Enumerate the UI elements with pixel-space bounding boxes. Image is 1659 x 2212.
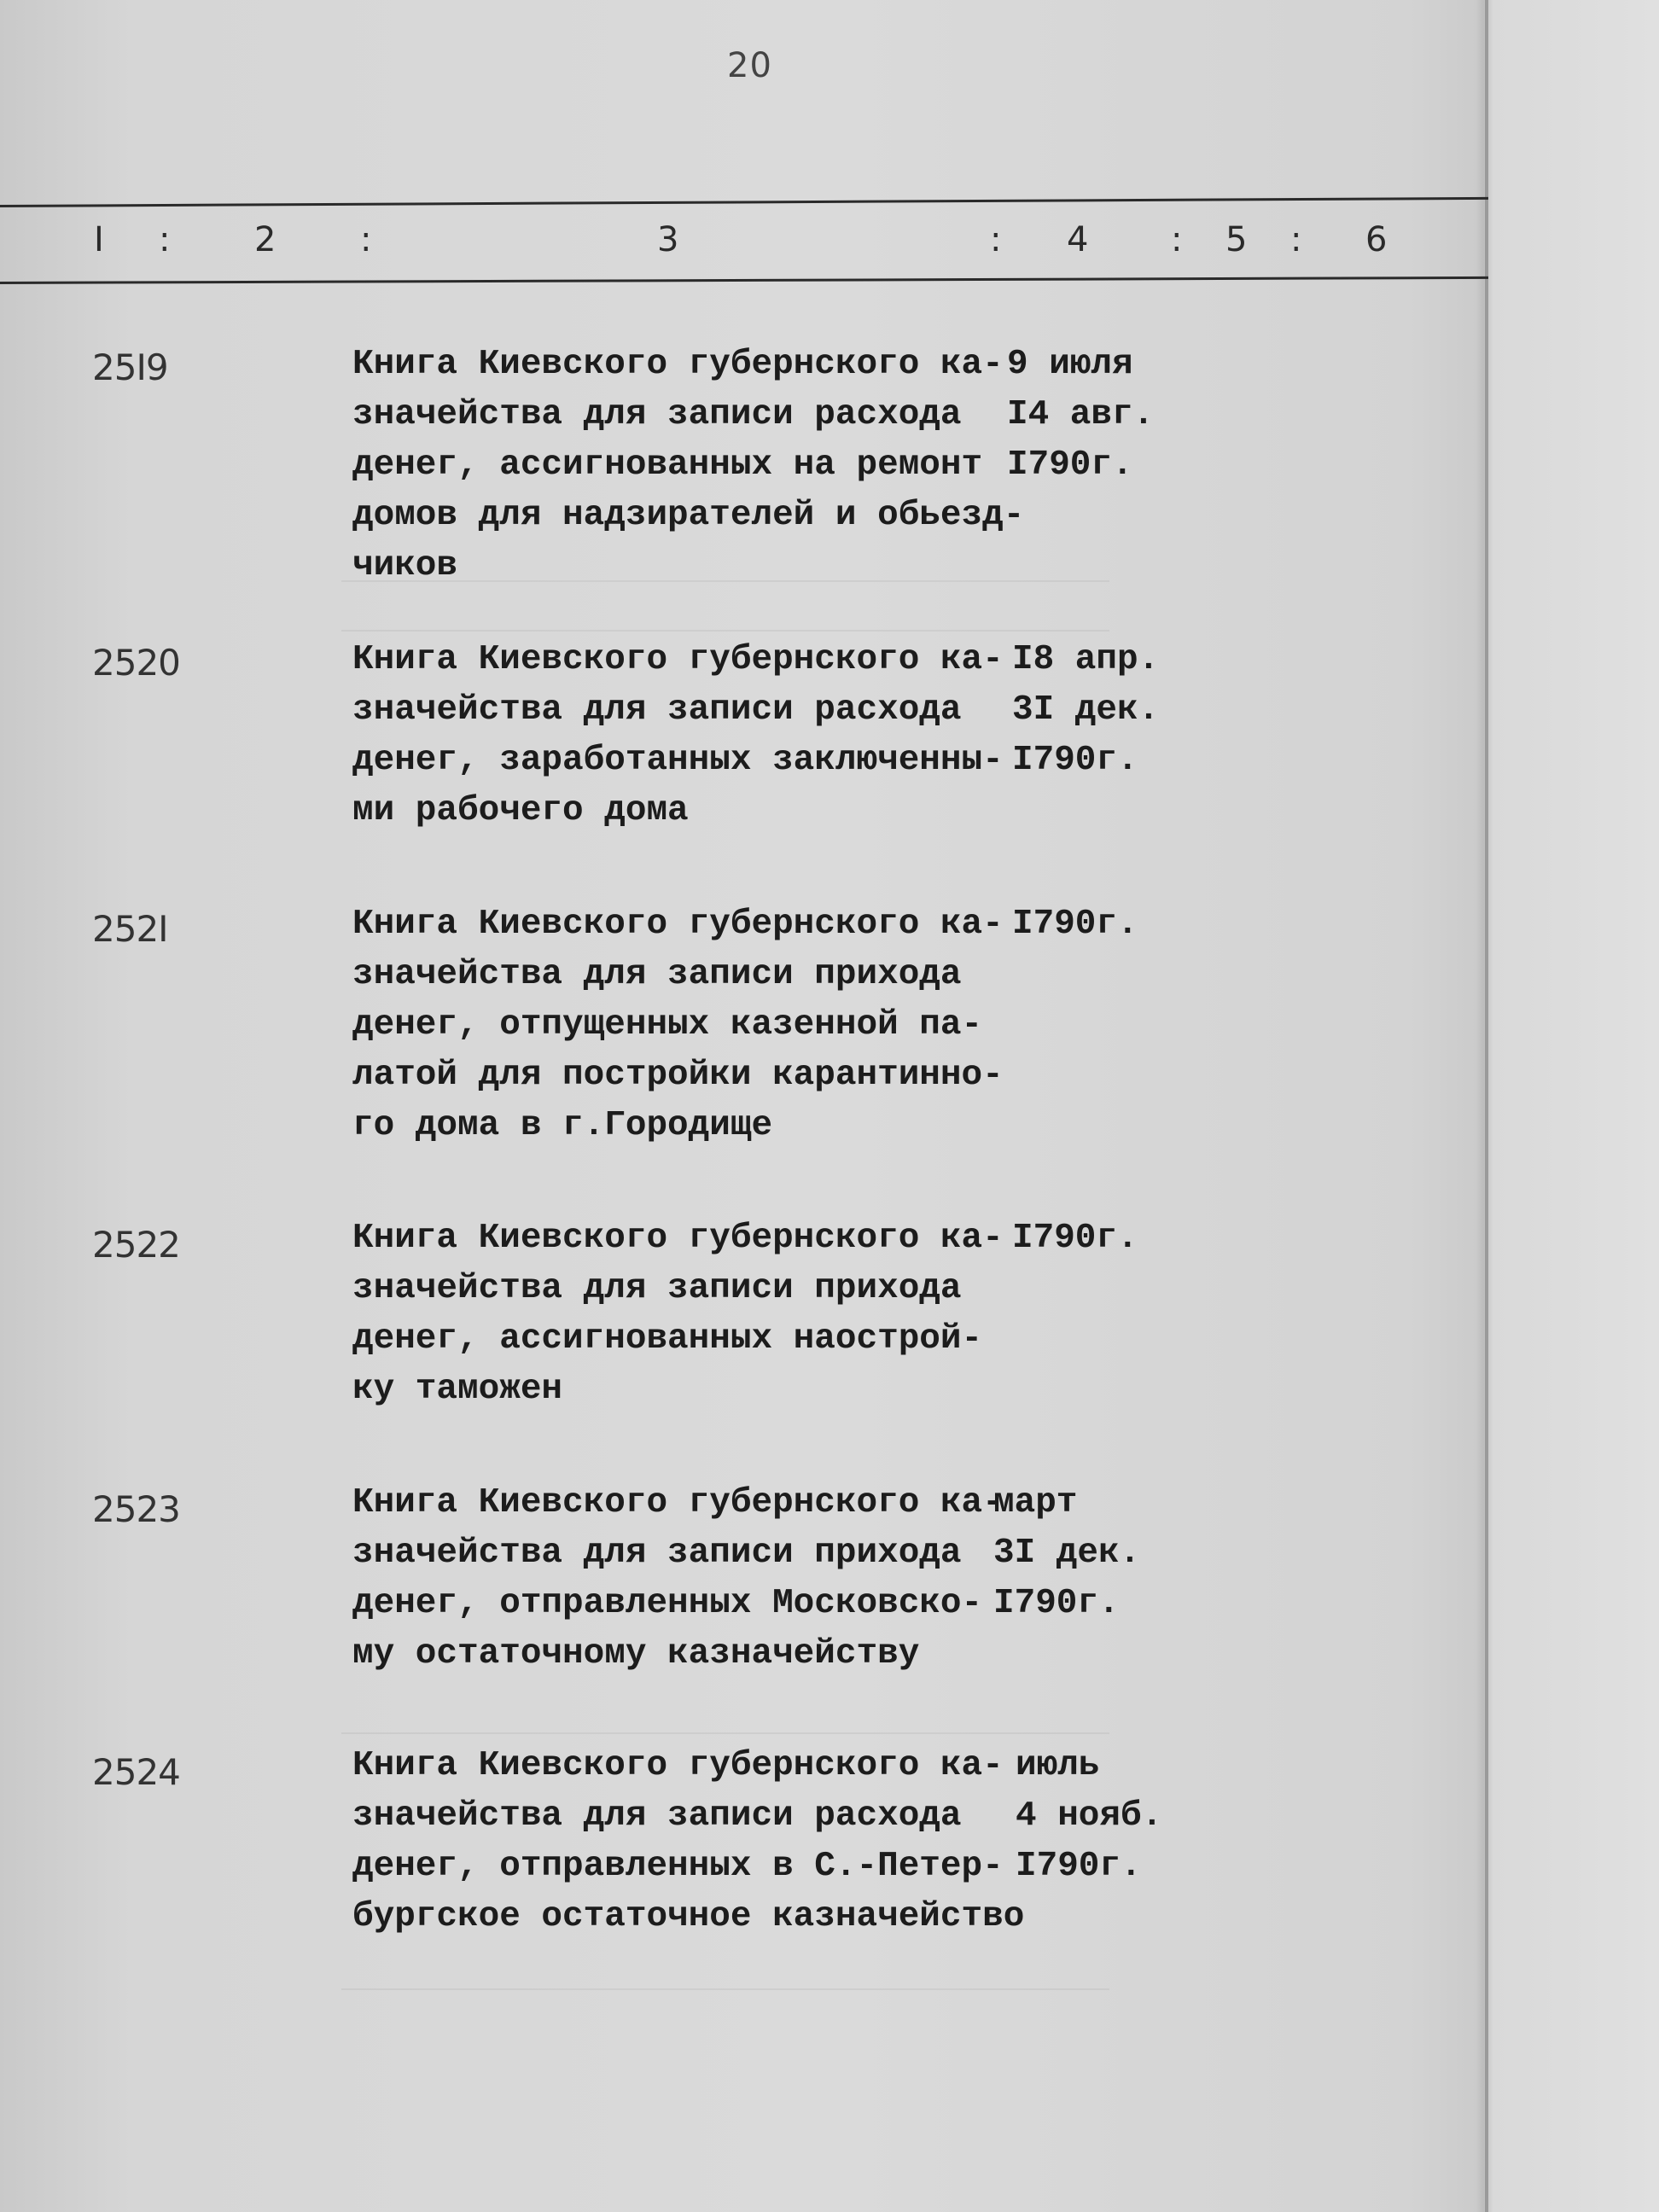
entry-number: 2524 [92, 1751, 180, 1793]
entry-title: Книга Киевского губернского ка- значейства для записи расхода денег, отправленных в С.-Петер- бургское остаточное казначейство [352, 1746, 1025, 1936]
column-header-separator: : [360, 220, 372, 259]
bleed-through-mark [341, 1732, 1109, 1734]
column-header-separator: : [990, 220, 1002, 259]
column-header-6: 6 [1365, 220, 1388, 259]
entry-dates: I790г. [1012, 1219, 1138, 1258]
entry-number: 252I [92, 908, 168, 950]
bleed-through-mark [341, 1988, 1109, 1990]
entry-number: 2520 [92, 642, 180, 684]
entry-dates: июль 4 нояб. I790г. [1016, 1746, 1163, 1886]
column-header-separator: : [1290, 220, 1302, 259]
entry-number: 2522 [92, 1224, 180, 1266]
bleed-through-mark [341, 630, 1109, 632]
entry-title: Книга Киевского губернского ка- значейства для записи прихода денег, отправленных Московско- му остаточному казначейству [352, 1483, 1004, 1674]
column-header-separator: : [1171, 220, 1183, 259]
column-header-5: 5 [1225, 220, 1248, 259]
entry-dates: март 3I дек. I790г. [993, 1483, 1141, 1623]
column-header-separator: : [159, 220, 171, 259]
column-header-3: 3 [657, 220, 679, 259]
entry-title: Книга Киевского губернского ка- значейства для записи расхода денег, заработанных заключенны- ми рабочего дома [352, 640, 1004, 830]
entry-dates: I8 апр. 3I дек. I790г. [1012, 640, 1160, 780]
entry-number: 2523 [92, 1488, 180, 1530]
column-header-4: 4 [1067, 220, 1089, 259]
entry-title: Книга Киевского губернского ка- значейства для записи прихода денег, ассигнованных наострой- ку таможен [352, 1219, 1004, 1409]
header-rule-bottom [0, 276, 1488, 284]
page-number: 20 [727, 46, 772, 85]
entry-title: Книга Киевского губернского ка- значейства для записи расхода денег, ассигнованных на ремонт домов для надзирателей и обьезд- чиков [352, 345, 1025, 585]
entry-dates: I790г. [1012, 905, 1138, 944]
entry-dates: 9 июля I4 авг. I790г. [1007, 345, 1155, 485]
page-edge-shadow [1485, 0, 1488, 2212]
column-header-1: I [94, 220, 104, 259]
entry-number: 25I9 [92, 346, 168, 388]
column-header-2: 2 [254, 220, 276, 259]
header-rule-top [0, 197, 1488, 207]
entry-title: Книга Киевского губернского ка- значейства для записи прихода денег, отпущенных казенной па- латой для постройки карантинно- го дома в г.Городище [352, 905, 1004, 1145]
